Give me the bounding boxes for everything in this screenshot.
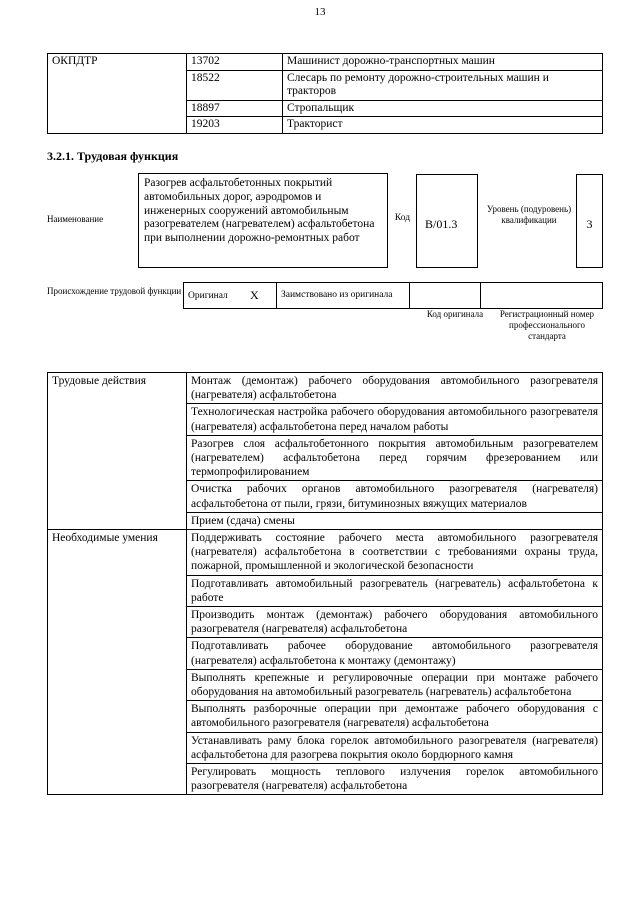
main-table [47,372,603,795]
reg-number-caption: Регистрационный номер профессионального стандарта [499,309,595,341]
list-item: Монтаж (демонтаж) рабочего оборудования автомобильного разогревателя (нагревателя) асфальтобетона [187,373,603,404]
level-value: 3 [576,174,603,268]
list-item: Выполнять разборочные операции при демонтаже рабочего оборудования с автомобильного разогревателя (нагревателя) асфальтобетона [187,701,603,732]
table-row [184,283,603,309]
okpdtr-table [47,53,603,134]
name-label: Наименование [47,214,104,224]
okpdtr-name: Тракторист [283,117,603,134]
okpdtr-code: 18897 [187,100,283,117]
section-heading-skills: Необходимые умения [48,530,187,795]
list-item: Регулировать мощность теплового излучения горелок автомобильного разогревателя (нагревателя) асфальтобетона [187,764,603,795]
table-row [48,54,603,71]
function-code-value: В/01.3 [416,174,478,268]
code-label: Код [394,213,411,223]
list-item: Разогрев слоя асфальтобетонного покрытия автомобильным разогревателем (нагревателем) асфальтобетона перед горячим фрезерованием или термопрофилированием [187,435,603,481]
section-heading-actions: Трудовые действия [48,373,187,530]
table-row [48,373,603,404]
list-item: Подготавливать автомобильный разогреватель (нагреватель) асфальтобетона к работе [187,575,603,606]
reg-number-cell [481,283,603,309]
okpdtr-name: Слесарь по ремонту дорожно-строительных машин и тракторов [283,70,603,100]
list-item: Устанавливать раму блока горелок автомобильного разогревателя (нагревателя) асфальтобетона для разогрева покрытия около бордюрного камня [187,732,603,763]
origin-label: Происхождение трудовой функции [47,286,182,296]
list-item: Поддерживать состояние рабочего места автомобильного разогревателя (нагревателя) асфальтобетона в соответствии с требованиями охраны труда, пожарной, промышленной и экологической безопасности [187,530,603,576]
okpdtr-label: ОКПДТР [48,54,187,134]
okpdtr-code: 19203 [187,117,283,134]
section-title: 3.2.1. Трудовая функция [47,149,179,163]
borrowed-label: Заимствовано из оригинала [277,283,410,309]
list-item: Подготавливать рабочее оборудование автомобильного разогревателя (нагревателя) асфальтобетона к монтажу (демонтажу) [187,638,603,669]
list-item: Выполнять крепежные и регулировочные операции при монтаже рабочего оборудования на автомобильный разогреватель (нагреватель) асфальтобетона [187,669,603,700]
page-number: 13 [314,6,326,18]
table-row [48,530,603,576]
list-item: Технологическая настройка рабочего оборудования автомобильного разогревателя (нагревателя) асфальтобетона перед началом работы [187,404,603,435]
code-original-caption: Код оригинала [426,309,484,319]
function-name-value: Разогрев асфальтобетонных покрытий автомобильных дорог, аэродромов и инженерных сооружений автомобильным разогревателем (нагревателем) асфальтобетона при выполнении дорожно-ремонтных работ [138,173,388,268]
okpdtr-name: Стропальщик [283,100,603,117]
origin-table [183,282,603,309]
code-original-cell [410,283,481,309]
okpdtr-code: 13702 [187,54,283,71]
original-mark: X [246,283,277,309]
okpdtr-name: Машинист дорожно-транспортных машин [283,54,603,71]
level-label: Уровень (подуровень) квалификации [486,204,572,225]
list-item: Прием (сдача) смены [187,512,603,529]
list-item: Очистка рабочих органов автомобильного разогревателя (нагревателя) асфальтобетона от пыли, грязи, битуминозных вяжущих материалов [187,481,603,512]
original-label: Оригинал [184,283,247,309]
list-item: Производить монтаж (демонтаж) рабочего оборудования автомобильного разогревателя (нагревателя) асфальтобетона [187,607,603,638]
okpdtr-code: 18522 [187,70,283,100]
